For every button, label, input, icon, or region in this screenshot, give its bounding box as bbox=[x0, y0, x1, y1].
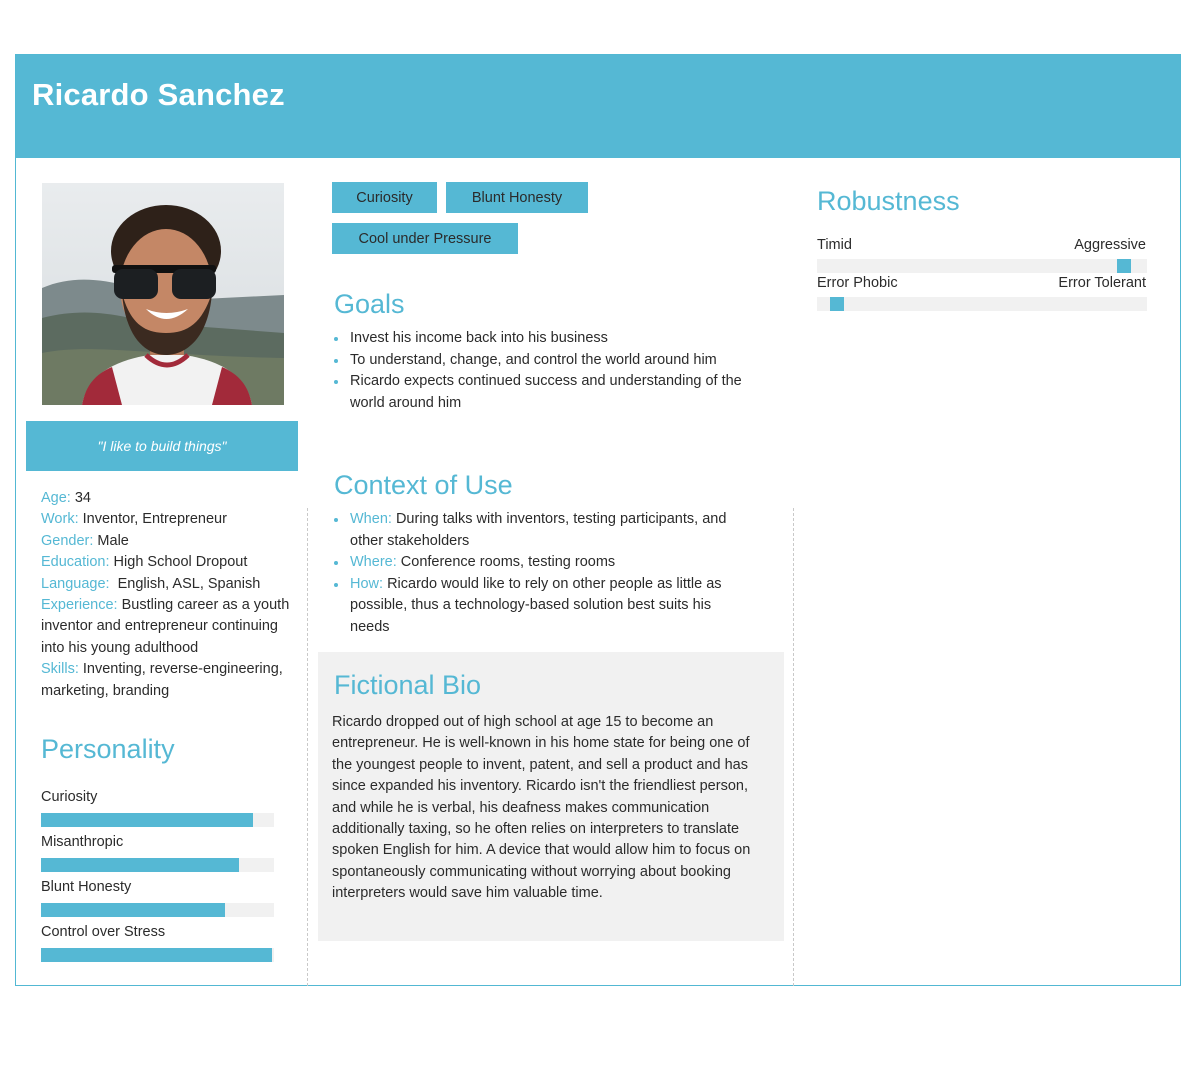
scale-marker-error bbox=[830, 297, 844, 311]
bio-panel bbox=[318, 652, 784, 941]
persona-quote bbox=[26, 421, 298, 471]
personality-title: Personality bbox=[41, 734, 175, 764]
list-item: To understand, change, and control the world around him bbox=[334, 350, 774, 372]
context-title: Context of Use bbox=[334, 470, 513, 500]
list-item: When: During talks with inventors, testing participants, and other stakeholders bbox=[334, 509, 754, 552]
scale-marker-timid-aggressive bbox=[1117, 259, 1131, 273]
list-item: How: Ricardo would like to rely on other people as little as possible, thus a technology-based solution best suits his needs bbox=[334, 574, 754, 639]
trait-bar-misanthropic bbox=[41, 858, 274, 872]
trait-bar-curiosity bbox=[41, 813, 274, 827]
detail-language: Language: English, ASL, Spanish bbox=[41, 575, 261, 592]
persona-details bbox=[41, 488, 291, 702]
trait-bar-blunt-honesty bbox=[41, 903, 274, 917]
scale-track-error bbox=[817, 297, 1147, 311]
detail-age: Age: 34 bbox=[41, 490, 92, 506]
scale-right-error-tolerant: Error Tolerant bbox=[1058, 275, 1146, 291]
list-item: Ricardo expects continued success and understanding of the world around him bbox=[334, 371, 774, 414]
persona-photo bbox=[42, 183, 284, 405]
detail-work: Work: Inventor, Entrepreneur bbox=[41, 511, 227, 528]
detail-gender: Gender: Male bbox=[41, 532, 129, 549]
persona-name: Ricardo Sanchez bbox=[32, 77, 285, 112]
robustness-title: Robustness bbox=[817, 186, 960, 216]
scale-left-timid: Timid bbox=[817, 237, 852, 253]
goals-list bbox=[334, 328, 774, 414]
trait-fill-control-over-stress bbox=[41, 948, 272, 962]
scale-track-timid-aggressive bbox=[817, 259, 1147, 273]
bio-title: Fictional Bio bbox=[334, 670, 482, 700]
detail-experience: Experience: Bustling career as a youth inventor and entrepreneur continuing into his young adulthood bbox=[41, 597, 290, 656]
scale-left-error-phobic: Error Phobic bbox=[817, 275, 898, 291]
trait-label-curiosity: Curiosity bbox=[41, 789, 98, 805]
column-divider-left bbox=[307, 508, 308, 986]
persona-card bbox=[15, 54, 1181, 986]
context-list bbox=[334, 509, 754, 638]
trait-fill-curiosity bbox=[41, 813, 253, 827]
tag-blunt-honesty: Blunt Honesty bbox=[446, 182, 588, 213]
tag-cool-under-pressure: Cool under Pressure bbox=[332, 223, 518, 254]
header-banner bbox=[16, 55, 1180, 158]
trait-label-control-over-stress: Control over Stress bbox=[41, 924, 166, 940]
goals-title: Goals bbox=[334, 289, 405, 319]
trait-label-misanthropic: Misanthropic bbox=[41, 834, 124, 850]
trait-fill-blunt-honesty bbox=[41, 903, 225, 917]
quote-text: "I like to build things" bbox=[97, 438, 227, 454]
list-item: Where: Conference rooms, testing rooms bbox=[334, 552, 754, 574]
scale-right-aggressive: Aggressive bbox=[1074, 237, 1146, 253]
trait-label-blunt-honesty: Blunt Honesty bbox=[41, 879, 132, 895]
bio-text: Ricardo dropped out of high school at age 15 to become an entrepreneur. He is well-known in his home state for being one of the youngest people to invent, patent, and sell a product and has since expanded his inventory. Ricardo isn't the friendliest person, and while he is verbal, his deafness makes communication additionally taxing, so he often relies on interpreters to translate spoken English for him. A device that would allow him to focus on spontaneously communicating without worrying about booking interpreters would save him valuable time. bbox=[332, 714, 751, 902]
trait-bar-control-over-stress bbox=[41, 948, 274, 962]
trait-fill-misanthropic bbox=[41, 858, 239, 872]
list-item: Invest his income back into his business bbox=[334, 328, 774, 350]
detail-education: Education: High School Dropout bbox=[41, 554, 248, 571]
tag-curiosity: Curiosity bbox=[332, 182, 437, 213]
detail-skills: Skills: Inventing, reverse-engineering, marketing, branding bbox=[41, 661, 283, 699]
column-divider-right bbox=[793, 508, 794, 986]
